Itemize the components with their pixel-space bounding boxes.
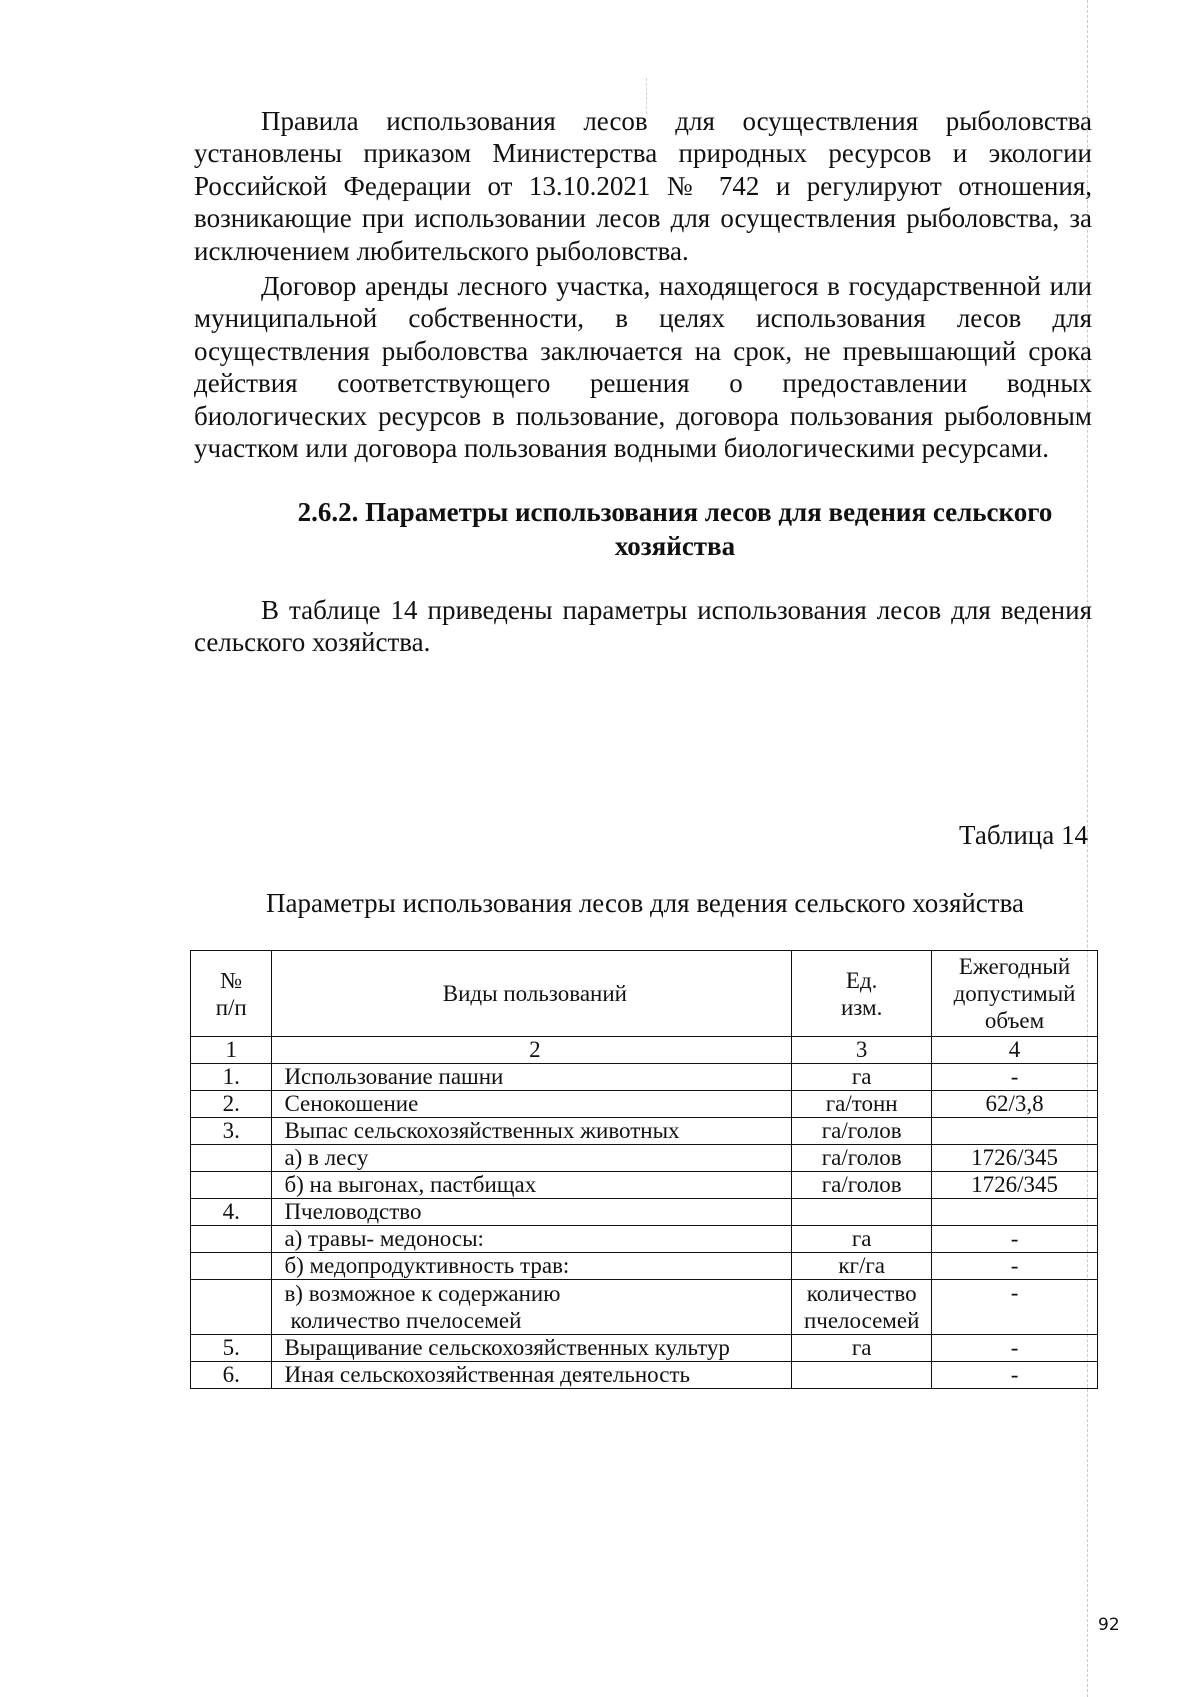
paragraph-table-intro: В таблице 14 приведены параметры использования лесов для ведения сельского хозяйства. xyxy=(194,595,1092,658)
row-value: - xyxy=(932,1280,1098,1335)
paragraph-lease-agreement: Договор аренды лесного участка, находящегося в государственной или муниципальной собственности, в целях использования лесов для осуществления рыболовства заключается на срок, не превышающий срока действия соответствующего решения о предоставлении водных биологических ресурсов в пользование, договора пользования рыболовным участком или договора пользования водными биологическими ресурсами. xyxy=(194,271,1092,464)
row-num xyxy=(191,1226,272,1253)
row-type: Использование пашни xyxy=(272,1064,792,1091)
row-num: 4. xyxy=(191,1199,272,1226)
row-type: Сенокошение xyxy=(272,1091,792,1118)
column-number: 2 xyxy=(272,1037,792,1064)
row-type: Выращивание сельскохозяйственных культур xyxy=(272,1335,792,1362)
row-type: Пчеловодство xyxy=(272,1199,792,1226)
row-unit: га/тонн xyxy=(792,1091,932,1118)
row-unit xyxy=(792,1199,932,1226)
table-row xyxy=(191,1280,1098,1335)
header-volume-line3: объем xyxy=(984,1008,1045,1033)
table-row xyxy=(191,1064,1098,1091)
table-caption: Параметры использования лесов для ведения сельского хозяйства xyxy=(266,888,1024,918)
header-unit xyxy=(792,951,932,1037)
section-heading-line2: хозяйства xyxy=(614,531,736,561)
row-unit-line2: пчелосемей xyxy=(803,1308,920,1333)
row-num: 6. xyxy=(191,1362,272,1389)
row-unit xyxy=(792,1362,932,1389)
row-unit: га/голов xyxy=(792,1145,932,1172)
table-row xyxy=(191,1199,1098,1226)
row-value: 1726/345 xyxy=(932,1145,1098,1172)
column-number: 4 xyxy=(932,1037,1098,1064)
header-volume-line2: допустимый xyxy=(953,981,1076,1006)
header-unit-line1: Ед. xyxy=(845,967,878,993)
row-num: 5. xyxy=(191,1335,272,1362)
row-type: б) на выгонах, пастбищах xyxy=(272,1172,792,1199)
row-unit: га xyxy=(792,1226,932,1253)
row-num: 1. xyxy=(191,1064,272,1091)
table-header-row xyxy=(191,951,1098,1037)
table-row xyxy=(191,1226,1098,1253)
row-value xyxy=(932,1199,1098,1226)
header-volume-line1: Ежегодный xyxy=(958,954,1071,979)
row-value: - xyxy=(932,1226,1098,1253)
table-row xyxy=(191,1091,1098,1118)
column-number: 3 xyxy=(792,1037,932,1064)
header-volume xyxy=(932,951,1098,1037)
header-num-line2: п/п xyxy=(215,994,247,1020)
row-unit: га/голов xyxy=(792,1172,932,1199)
table-number-label: Таблица 14 xyxy=(959,820,1088,850)
table-row xyxy=(191,1172,1098,1199)
row-num: 3. xyxy=(191,1118,272,1145)
row-unit xyxy=(792,1280,932,1335)
row-num: 2. xyxy=(191,1091,272,1118)
column-numbers-row xyxy=(191,1037,1098,1064)
table-row xyxy=(191,1118,1098,1145)
row-num xyxy=(191,1145,272,1172)
header-unit-line2: изм. xyxy=(840,994,883,1020)
column-number: 1 xyxy=(191,1037,272,1064)
row-unit: га xyxy=(792,1335,932,1362)
row-unit: га/голов xyxy=(792,1118,932,1145)
row-type-line2: количество пчелосемей xyxy=(290,1308,522,1333)
table-row xyxy=(191,1253,1098,1280)
row-type: б) медопродуктивность трав: xyxy=(272,1253,792,1280)
row-value: 62/3,8 xyxy=(932,1091,1098,1118)
row-type xyxy=(272,1280,792,1335)
table-row xyxy=(191,1335,1098,1362)
row-type-line1: в) возможное к содержанию xyxy=(284,1281,561,1306)
row-type: а) в лесу xyxy=(272,1145,792,1172)
header-num xyxy=(191,951,272,1037)
row-num xyxy=(191,1253,272,1280)
section-heading xyxy=(270,495,1080,563)
row-value xyxy=(932,1118,1098,1145)
row-num xyxy=(191,1280,272,1335)
row-type: а) травы- медоносы: xyxy=(272,1226,792,1253)
table-row xyxy=(191,1145,1098,1172)
row-value: - xyxy=(932,1064,1098,1091)
row-type: Выпас сельскохозяйственных животных xyxy=(272,1118,792,1145)
row-value: - xyxy=(932,1253,1098,1280)
row-type: Иная сельскохозяйственная деятельность xyxy=(272,1362,792,1389)
parameters-table xyxy=(190,950,1098,1389)
row-value: - xyxy=(932,1335,1098,1362)
paragraph-fishing-rules: Правила использования лесов для осуществления рыболовства установлены приказом Министерства природных ресурсов и экологии Российской Федерации от 13.10.2021 № 742 и регулируют отношения, возникающие при использовании лесов для осуществления рыболовства, за исключением любительского рыболовства. xyxy=(194,106,1092,266)
header-num-line1: № xyxy=(220,967,243,993)
row-value: 1726/345 xyxy=(932,1172,1098,1199)
row-value: - xyxy=(932,1362,1098,1389)
row-num xyxy=(191,1172,272,1199)
table-row xyxy=(191,1362,1098,1389)
row-unit: кг/га xyxy=(792,1253,932,1280)
header-type: Виды пользований xyxy=(272,951,792,1037)
page-number: 92 xyxy=(1098,1615,1120,1635)
section-heading-line1: 2.6.2. Параметры использования лесов для ведения сельского xyxy=(297,497,1053,527)
row-unit: га xyxy=(792,1064,932,1091)
row-unit-line1: количество xyxy=(806,1281,917,1306)
